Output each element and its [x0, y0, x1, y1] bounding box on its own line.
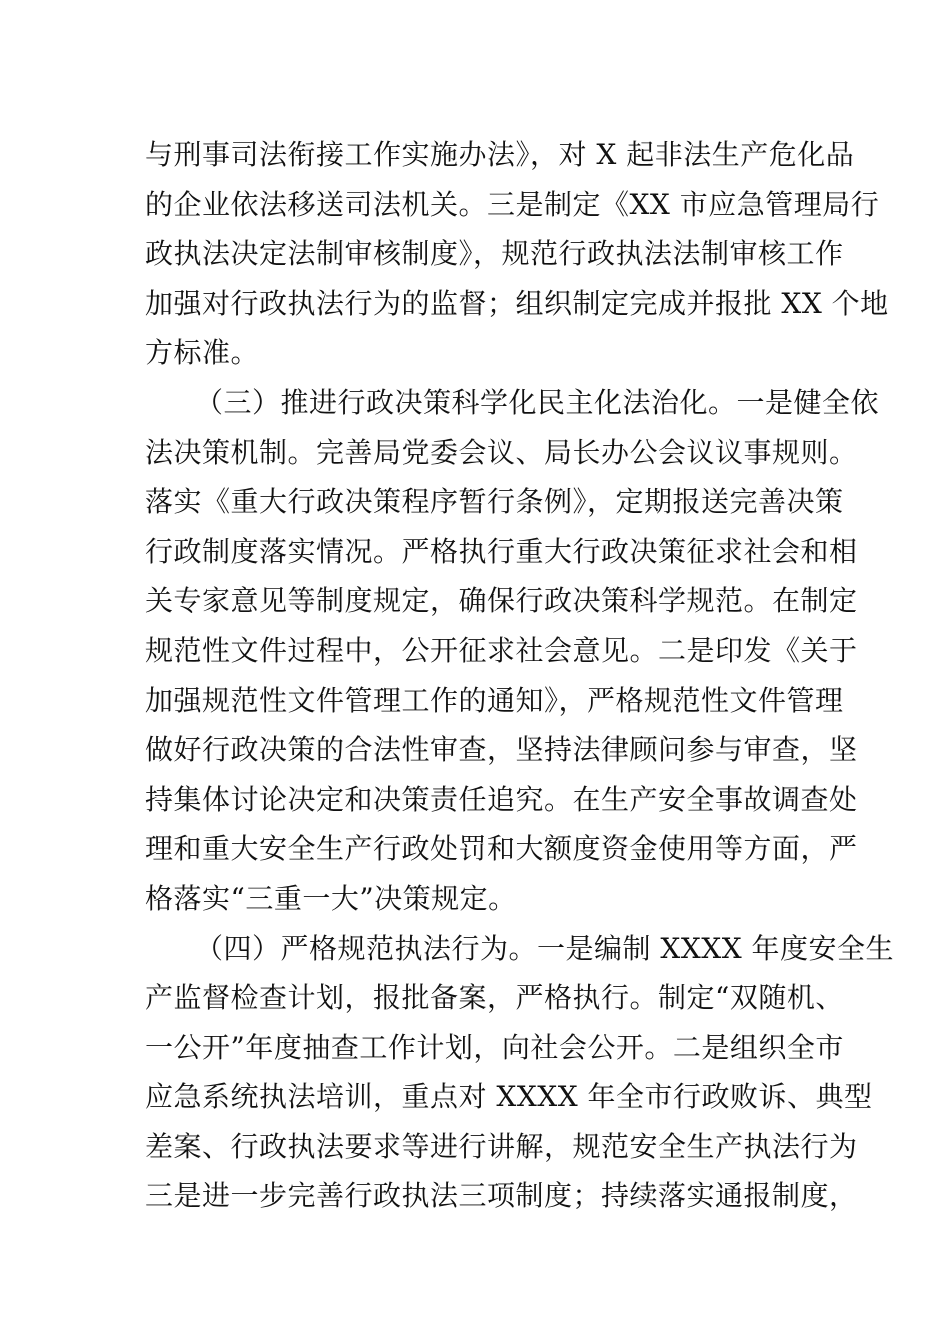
text-line: 格落实“三重一大”决策规定。	[145, 881, 517, 915]
text-line: 做好行政决策的合法性审查，坚持法律顾问参与审查，坚	[145, 733, 858, 767]
text-line: 与刑事司法衔接工作实施办法》，对 X 起非法生产危化品	[145, 138, 855, 171]
text-line: 规范性文件过程中，公开征求社会意见。二是印发《关于	[145, 633, 858, 667]
text-line: 关专家意见等制度规定，确保行政决策科学规范。在制定	[145, 584, 858, 618]
text-line: 行政制度落实情况。严格执行重大行政决策征求社会和相	[145, 534, 858, 568]
text-line: 落实《重大行政决策程序暂行条例》，定期报送完善决策	[145, 485, 844, 519]
text-line: 差案、行政执法要求等进行讲解，规范安全生产执法行为	[145, 1129, 858, 1163]
text-line: 持集体讨论决定和决策责任追究。在生产安全事故调查处	[145, 782, 858, 816]
text-line: 方标准。	[145, 336, 260, 370]
text-line: 加强规范性文件管理工作的通知》，严格规范性文件管理	[145, 683, 844, 717]
text-line: 产监督检查计划，报批备案，严格执行。制定“双随机、	[145, 981, 844, 1015]
section-heading-line: （四）严格规范执法行为。一是编制 XXXX 年度安全生	[195, 931, 895, 965]
text-line: 政执法决定法制审核制度》，规范行政执法法制审核工作	[145, 237, 844, 271]
text-line: 理和重大安全生产行政处罚和大额度资金使用等方面，严	[145, 832, 858, 866]
text-line: 一公开”年度抽查工作计划，向社会公开。二是组织全市	[145, 1030, 844, 1064]
text-line: 法决策机制。完善局党委会议、局长办公会议议事规则。	[145, 435, 858, 469]
text-line: 三是进一步完善行政执法三项制度；持续落实通报制度，	[145, 1179, 858, 1213]
text-line: 的企业依法移送司法机关。三是制定《XX 市应急管理局行	[145, 187, 880, 221]
text-line: 加强对行政执法行为的监督；组织制定完成并报批 XX 个地	[145, 286, 889, 320]
text-line: 应急系统执法培训，重点对 XXXX 年全市行政败诉、典型	[145, 1080, 873, 1114]
section-heading-line: （三）推进行政决策科学化民主化法治化。一是健全依	[195, 385, 880, 419]
document-body	[145, 130, 895, 1221]
